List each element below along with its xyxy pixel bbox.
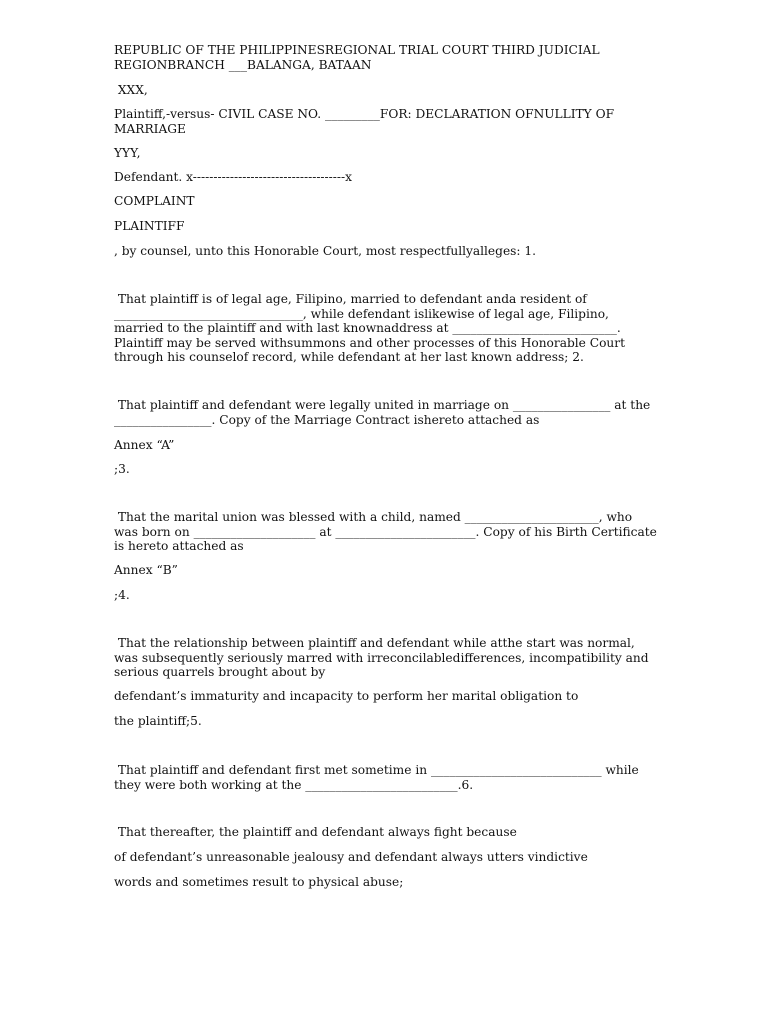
court-heading: REPUBLIC OF THE PHILIPPINESREGIONAL TRIAL COURT THIRD JUDICIAL REGIONBRANCH ___BALANGA, BATAAN xyxy=(114,43,604,72)
paragraph-4-line-3: the plaintiff;5. xyxy=(114,714,202,728)
case-line: Plaintiff,-versus- CIVIL CASE NO. _________FOR: DECLARATION OFNULLITY OF MARRIAGE xyxy=(114,107,618,136)
paragraph-5: That plaintiff and defendant first met sometime in ____________________________ while they were both working at the _________________________.6. xyxy=(114,763,643,792)
annex-a-label: Annex “A” xyxy=(114,438,175,452)
plaintiff-name: XXX, xyxy=(114,83,148,97)
defendant-name: YYY, xyxy=(114,146,141,160)
intro-paragraph: , by counsel, unto this Honorable Court, most respectfullyalleges: 1. xyxy=(114,244,537,258)
paragraph-4: That the relationship between plaintiff and defendant while atthe start was normal, was subsequently seriously marred with irreconcilabledifferences, incompatibility and serious quarrels brought about by xyxy=(114,636,653,679)
paragraph-2: That plaintiff and defendant were legally united in marriage on ________________ at the ________________. Copy of the Marriage Contract ishereto attached as xyxy=(114,398,655,427)
paragraph-6-line-3: words and sometimes result to physical abuse; xyxy=(114,875,404,889)
paragraph-1: That plaintiff is of legal age, Filipino, married to defendant anda resident of _______________________________, while defendant islikewise of legal age, Filipino, married to the plaintiff and with last knownaddress at ___________________________. Plaintiff may be served withsummons and other processes of this Honorable Court through his counselof record, while defendant at her last known address; 2. xyxy=(114,292,629,364)
plaintiff-heading: PLAINTIFF xyxy=(114,219,185,233)
defendant-line: Defendant. x-------------------------------------x xyxy=(114,170,353,184)
paragraph-4-line-2: defendant’s immaturity and incapacity to perform her marital obligation to xyxy=(114,689,579,703)
paragraph-3: That the marital union was blessed with a child, named ______________________, who was born on ____________________ at _______________________. Copy of his Birth Certificate is hereto attached as xyxy=(114,510,661,553)
complaint-title: COMPLAINT xyxy=(114,194,195,208)
annex-b-label: Annex “B” xyxy=(114,563,178,577)
annex-b-end: ;4. xyxy=(114,588,130,602)
annex-a-end: ;3. xyxy=(114,462,130,476)
paragraph-6-line-2: of defendant’s unreasonable jealousy and defendant always utters vindictive xyxy=(114,850,588,864)
paragraph-6-line-1: That thereafter, the plaintiff and defendant always fight because xyxy=(114,825,517,839)
